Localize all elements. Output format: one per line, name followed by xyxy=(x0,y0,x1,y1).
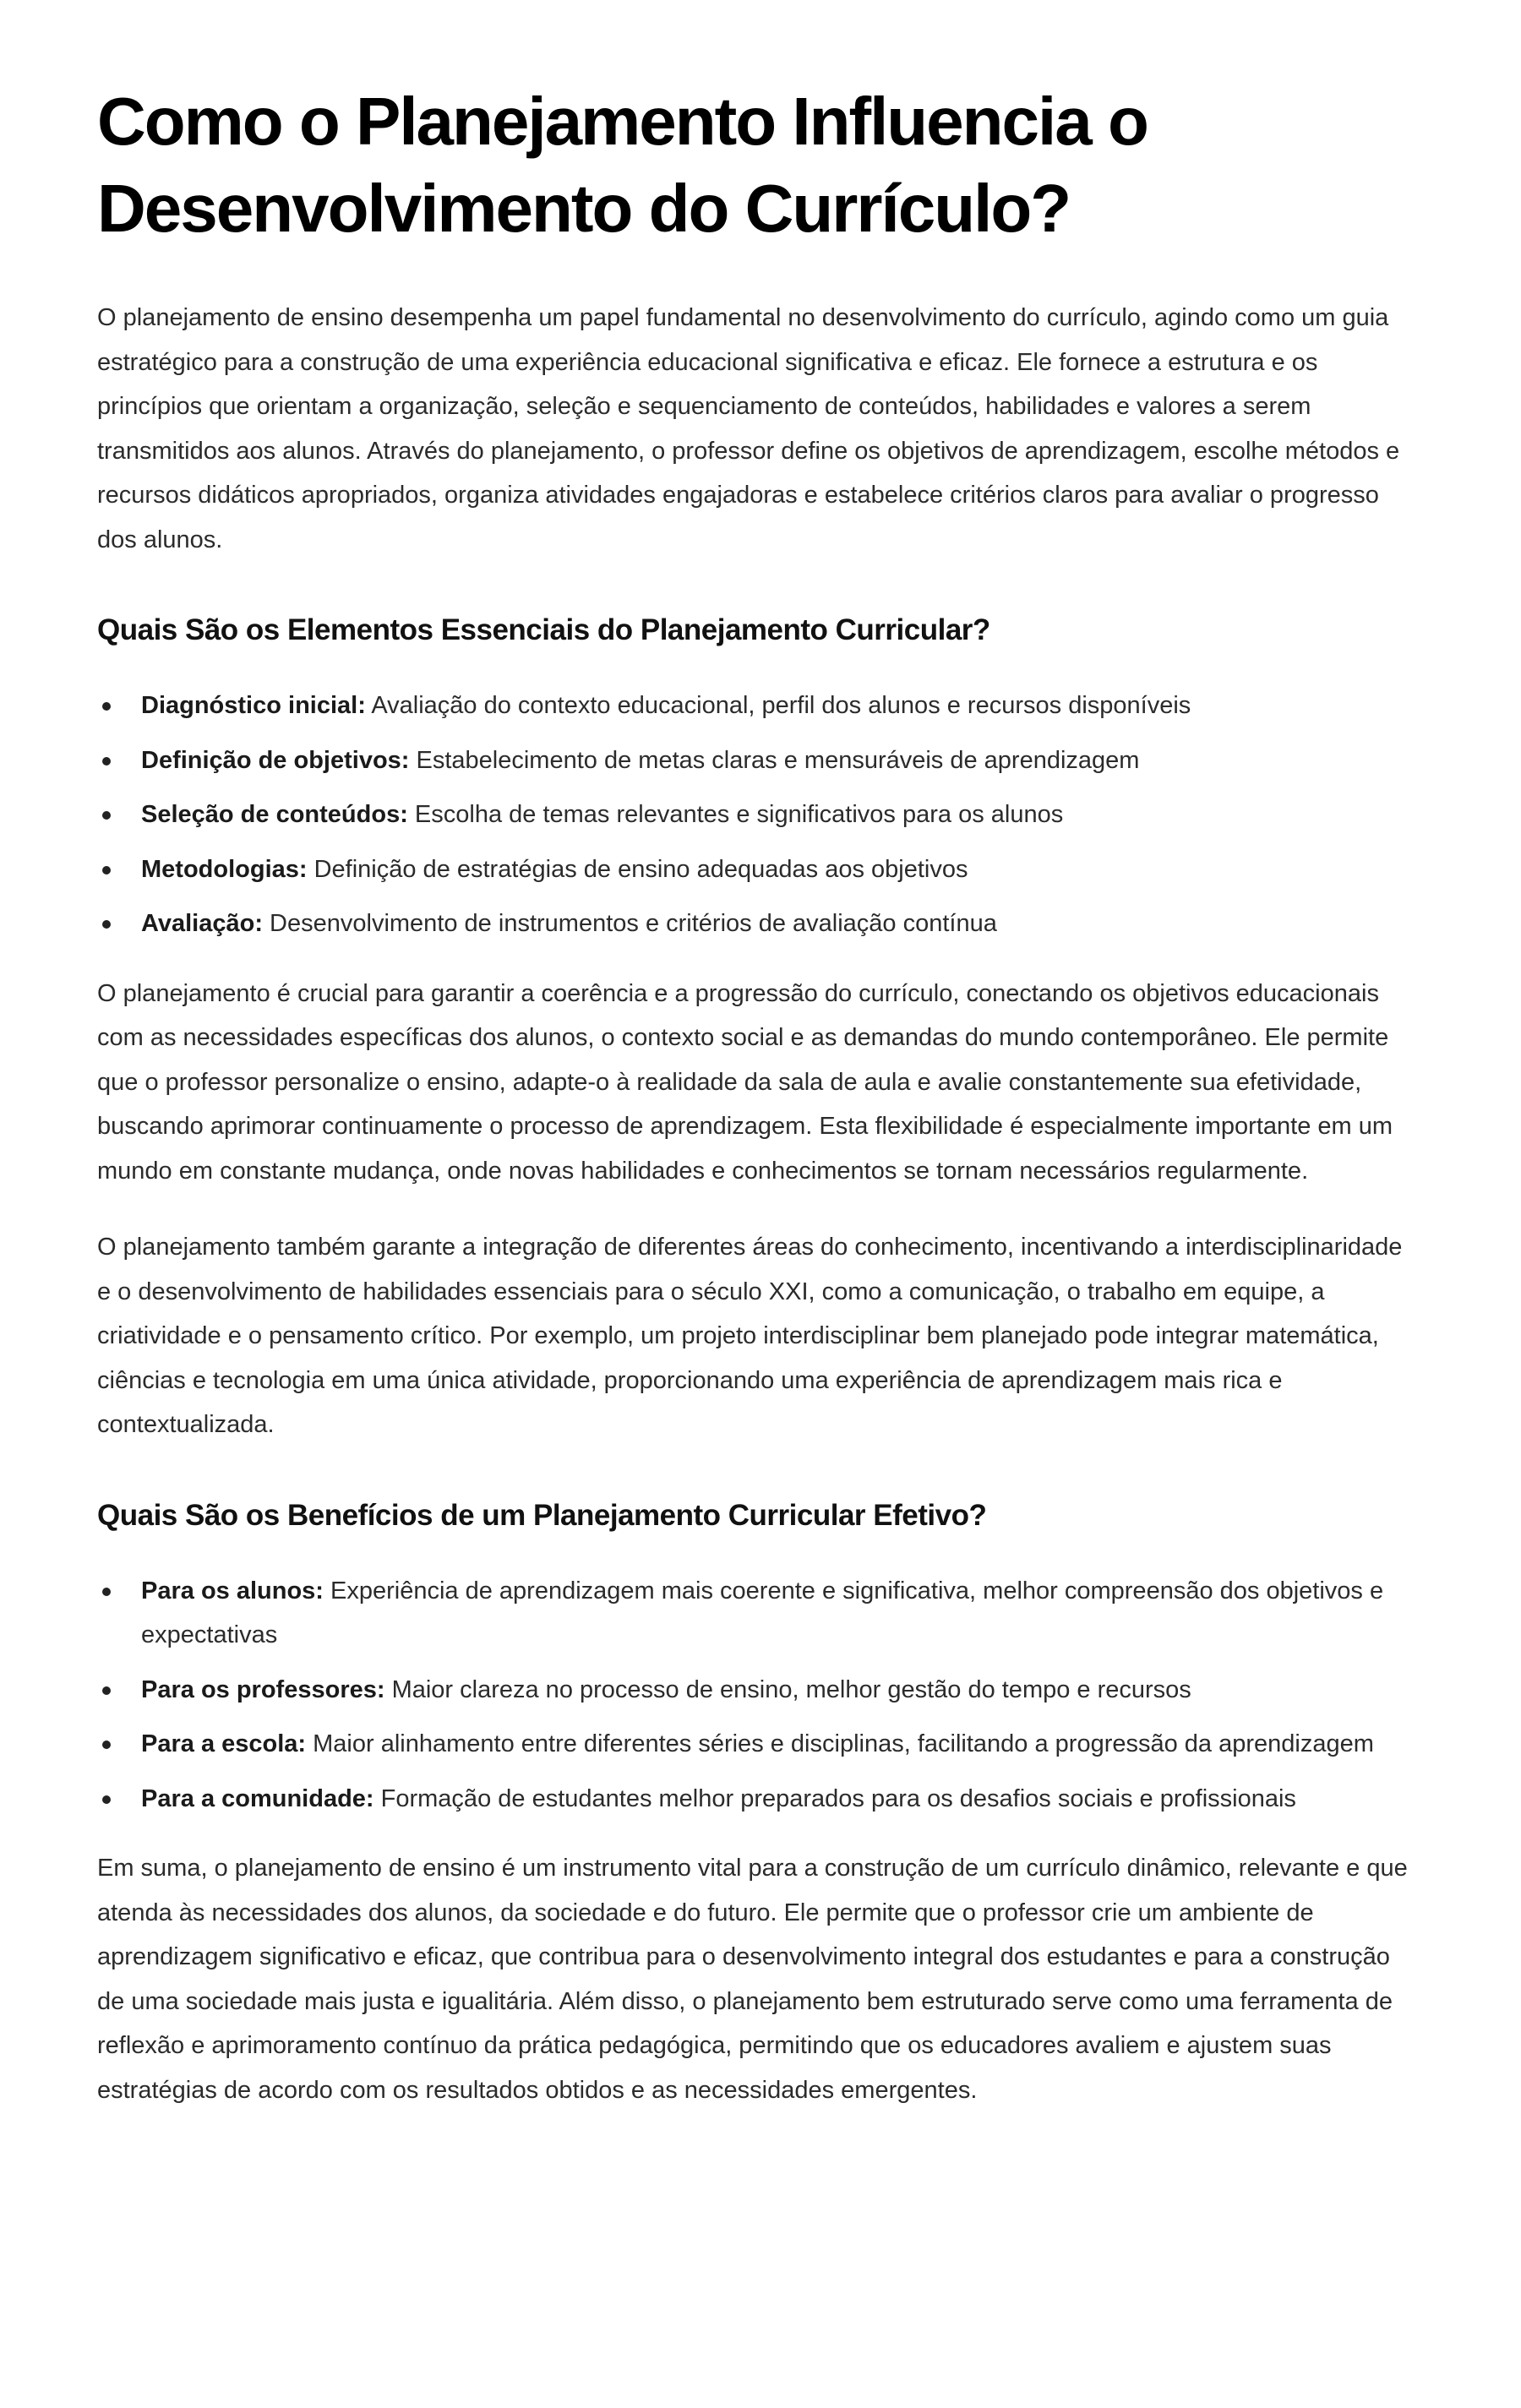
section-heading-elements: Quais São os Elementos Essenciais do Planejamento Curricular? xyxy=(97,613,990,646)
intro-paragraph: O planejamento de ensino desempenha um papel fundamental no desenvolvimento do currículo, agindo como um guia estratégico para a construção de uma experiência educacional significativa e eficaz. Ele fornece a estrutura e os princípios que orientam a organização, seleção e sequenciamento de conteúdos, habilidades e valores a serem transmitidos aos alunos. Através do planejamento, o professor define os objetivos de aprendizagem, escolhe métodos e recursos didáticos apropriados, organiza atividades engajadoras e estabelece critérios claros para avaliar o progresso dos alunos. xyxy=(97,304,1400,553)
conclusion-paragraph: Em suma, o planejamento de ensino é um instrumento vital para a construção de um currículo dinâmico, relevante e que atenda às necessidades dos alunos, da sociedade e do futuro. Ele permite que o professor crie um ambiente de aprendizagem significativo e eficaz, que contribua para o desenvolvimento integral dos estudantes e para a construção de uma sociedade mais justa e igualitária. Além disso, o planejamento bem estruturado serve como uma ferramenta de reflexão e aprimoramento contínuo da prática pedagógica, permitindo que os educadores avaliem e ajustem suas estratégias de acordo com os resultados obtidos e as necessidades emergentes. xyxy=(97,1855,1408,2104)
body-paragraph: O planejamento também garante a integração de diferentes áreas do conhecimento, incentivando a interdisciplinaridade e o desenvolvimento de habilidades essenciais para o século XXI, como a comunicação, o trabalho em equipe, a criatividade e o pensamento crítico. Por exemplo, um projeto interdisciplinar bem planejado pode integrar matemática, ciências e tecnologia em uma única atividade, proporcionando uma experiência de aprendizagem mais rica e contextualizada. xyxy=(97,1234,1403,1438)
list-item xyxy=(97,1668,1415,1713)
list-item-term: Para os professores: xyxy=(141,1675,385,1703)
bullet-icon xyxy=(102,1588,111,1596)
bullet-icon xyxy=(102,1741,111,1749)
list-item-text: Escolha de temas relevantes e significativos para os alunos xyxy=(407,801,1064,828)
list-item xyxy=(97,1569,1415,1658)
list-item-text: Experiência de aprendizagem mais coerente e significativa, melhor compreensão dos objetivos e expectativas xyxy=(141,1577,1384,1648)
list-item-text: Estabelecimento de metas claras e mensuráveis de aprendizagem xyxy=(409,746,1140,774)
list-item-term: Diagnóstico inicial: xyxy=(141,692,366,719)
list-item xyxy=(97,902,1415,946)
list-item xyxy=(97,738,1415,783)
bullet-icon xyxy=(102,866,111,874)
list-item xyxy=(97,1722,1415,1767)
list-item-term: Para os alunos: xyxy=(141,1577,324,1604)
list-item-text: Maior alinhamento entre diferentes séries e disciplinas, facilitando a progressão da aprendizagem xyxy=(306,1730,1374,1757)
body-paragraph: O planejamento é crucial para garantir a coerência e a progressão do currículo, conectando os objetivos educacionais com as necessidades específicas dos alunos, o contexto social e as demandas do mundo contemporâneo. Ele permite que o professor personalize o ensino, adapte-o à realidade da sala de aula e avalie constantemente sua efetividade, buscando aprimorar continuamente o processo de aprendizagem. Esta flexibilidade é especialmente importante em um mundo em constante mudança, onde novas habilidades e conhecimentos se tornam necessários regularmente. xyxy=(97,979,1393,1185)
article xyxy=(97,78,1415,2144)
list-item xyxy=(97,1777,1415,1822)
list-item xyxy=(97,847,1415,892)
list-item-text: Formação de estudantes melhor preparados para os desafios sociais e profissionais xyxy=(373,1784,1296,1812)
page-title: Como o Planejamento Influencia o Desenvolvimento do Currículo? xyxy=(97,84,1148,246)
bullet-icon xyxy=(102,1686,111,1695)
benefits-list xyxy=(97,1569,1415,1822)
elements-list xyxy=(97,684,1415,946)
bullet-icon xyxy=(102,1795,111,1804)
list-item-text: Avaliação do contexto educacional, perfil dos alunos e recursos disponíveis xyxy=(365,692,1191,719)
section-heading-benefits: Quais São os Benefícios de um Planejamento Curricular Efetivo? xyxy=(97,1498,987,1532)
list-item-term: Seleção de conteúdos: xyxy=(141,801,408,828)
list-item-text: Maior clareza no processo de ensino, melhor gestão do tempo e recursos xyxy=(384,1675,1191,1703)
bullet-icon xyxy=(102,920,111,929)
list-item-term: Avaliação: xyxy=(141,910,263,937)
list-item-term: Metodologias: xyxy=(141,855,308,883)
list-item-term: Para a comunidade: xyxy=(141,1784,374,1812)
list-item xyxy=(97,684,1415,728)
bullet-icon xyxy=(102,757,111,765)
list-item xyxy=(97,793,1415,837)
list-item-text: Desenvolvimento de instrumentos e critérios de avaliação contínua xyxy=(263,910,997,937)
list-item-term: Definição de objetivos: xyxy=(141,746,410,774)
bullet-icon xyxy=(102,702,111,711)
list-item-text: Definição de estratégias de ensino adequadas aos objetivos xyxy=(307,855,968,883)
bullet-icon xyxy=(102,811,111,820)
list-item-term: Para a escola: xyxy=(141,1730,307,1757)
